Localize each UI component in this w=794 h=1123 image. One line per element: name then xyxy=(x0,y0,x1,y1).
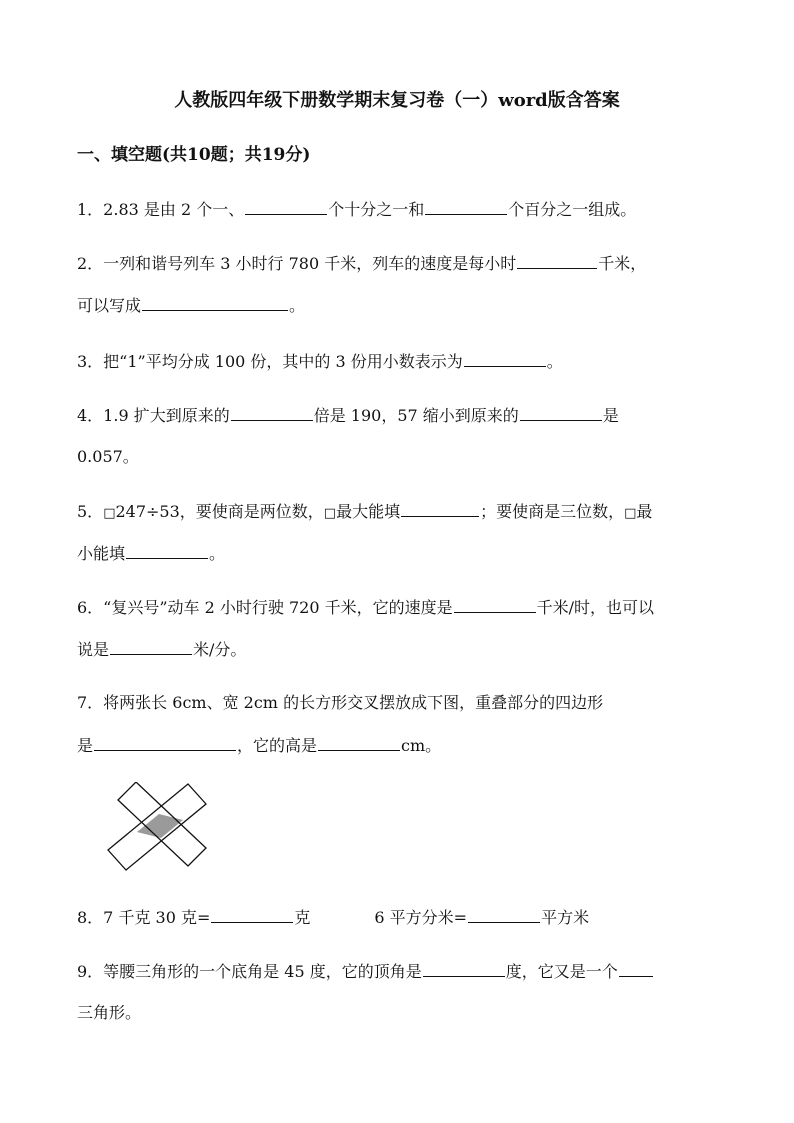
q9-text-c: 三角形。 xyxy=(77,1003,142,1022)
q6-text-a: 6．“复兴号”动车 2 小时行驶 720 千米，它的速度是 xyxy=(77,598,453,617)
q1-text-a: 1．2.83 是由 2 个一、 xyxy=(77,200,245,219)
q5-text-c: 最大能填 xyxy=(336,502,401,521)
box-symbol: □ xyxy=(624,506,637,521)
q6-text-c: 说是 xyxy=(77,640,110,659)
answer-blank[interactable] xyxy=(517,252,597,269)
q1-text-c: 个百分之一组成。 xyxy=(508,200,637,219)
q8-text-a: 8．7 千克 30 克= xyxy=(77,908,211,927)
q8-text-c: 6 平方分米= xyxy=(374,908,468,927)
q2-text-b: 千米， xyxy=(598,254,647,273)
question-1 xyxy=(77,198,636,221)
question-5-cont xyxy=(77,542,225,565)
answer-blank[interactable] xyxy=(520,404,602,421)
answer-blank[interactable] xyxy=(245,198,327,215)
answer-blank[interactable] xyxy=(94,734,236,751)
q1-text-b: 个十分之一和 xyxy=(328,200,425,219)
question-9-cont xyxy=(77,1002,141,1024)
q4-text-b: 倍是 190，57 缩小到原来的 xyxy=(313,406,519,425)
question-8 xyxy=(77,906,589,929)
answer-blank[interactable] xyxy=(231,404,313,421)
answer-blank[interactable] xyxy=(468,906,540,923)
question-4-cont xyxy=(77,446,139,468)
section-heading: 一、填空题(共10题；共19分) xyxy=(77,145,311,165)
q4-text-c: 是 xyxy=(602,406,619,425)
box-symbol: □ xyxy=(323,506,337,521)
answer-blank[interactable] xyxy=(425,198,507,215)
q2-text-d: 。 xyxy=(289,296,306,315)
q6-text-d: 米/分。 xyxy=(193,640,247,659)
q5-text-f: 小能填 xyxy=(77,544,126,563)
q7-text-b: 是 xyxy=(77,736,94,755)
answer-blank[interactable] xyxy=(142,294,288,311)
q5-text-g: 。 xyxy=(209,544,226,563)
answer-blank[interactable] xyxy=(318,734,400,751)
question-6-cont xyxy=(77,638,246,661)
q5-text-a: 5． xyxy=(77,502,104,521)
q8-text-d: 平方米 xyxy=(541,908,590,927)
q3-text-a: 3．把“1”平均分成 100 份，其中的 3 份用小数表示为 xyxy=(77,352,463,371)
question-9 xyxy=(77,960,654,983)
answer-blank[interactable] xyxy=(110,638,192,655)
q7-text-d: cm。 xyxy=(401,736,442,755)
question-7-cont xyxy=(77,734,441,757)
answer-blank[interactable] xyxy=(423,960,505,977)
q9-text-a: 9．等腰三角形的一个底角是 45 度，它的顶角是 xyxy=(77,962,422,981)
answer-blank[interactable] xyxy=(211,906,293,923)
answer-blank[interactable] xyxy=(454,596,536,613)
question-2 xyxy=(77,252,646,275)
q5-text-d: ；要使商是三位数， xyxy=(480,502,625,521)
q2-text-c: 可以写成 xyxy=(77,296,142,315)
q6-text-b: 千米/时，也可以 xyxy=(536,598,655,617)
overlap-parallelogram xyxy=(137,814,183,838)
q3-text-b: 。 xyxy=(546,352,563,371)
q7-text-a: 7．将两张长 6cm、宽 2cm 的长方形交叉摆放成下图，重叠部分的四边形 xyxy=(77,693,604,712)
page-title: 人教版四年级下册数学期末复习卷（一）word版含答案 xyxy=(174,90,620,111)
q5-text-b: 247÷53，要使商是两位数， xyxy=(115,502,324,521)
box-symbol: □ xyxy=(103,506,116,521)
q2-text-a: 2．一列和谐号列车 3 小时行 780 千米，列车的速度是每小时 xyxy=(77,254,517,273)
q4-text-d: 0.057。 xyxy=(77,447,139,466)
q5-text-e: 最 xyxy=(636,502,653,521)
q4-text-a: 4．1.9 扩大到原来的 xyxy=(77,406,230,425)
question-5 xyxy=(77,500,652,525)
question-4 xyxy=(77,404,619,427)
q8-text-b: 克 xyxy=(294,908,311,927)
q7-text-c: ，它的高是 xyxy=(237,736,318,755)
crossed-rectangles-figure xyxy=(104,782,214,874)
question-3 xyxy=(77,350,563,373)
answer-blank[interactable] xyxy=(401,500,479,517)
q9-text-b: 度，它又是一个 xyxy=(505,962,618,981)
answer-blank[interactable] xyxy=(464,350,546,367)
answer-blank[interactable] xyxy=(619,960,653,977)
question-6 xyxy=(77,596,654,619)
question-7 xyxy=(77,692,603,714)
answer-blank[interactable] xyxy=(126,542,208,559)
question-2-cont xyxy=(77,294,305,317)
